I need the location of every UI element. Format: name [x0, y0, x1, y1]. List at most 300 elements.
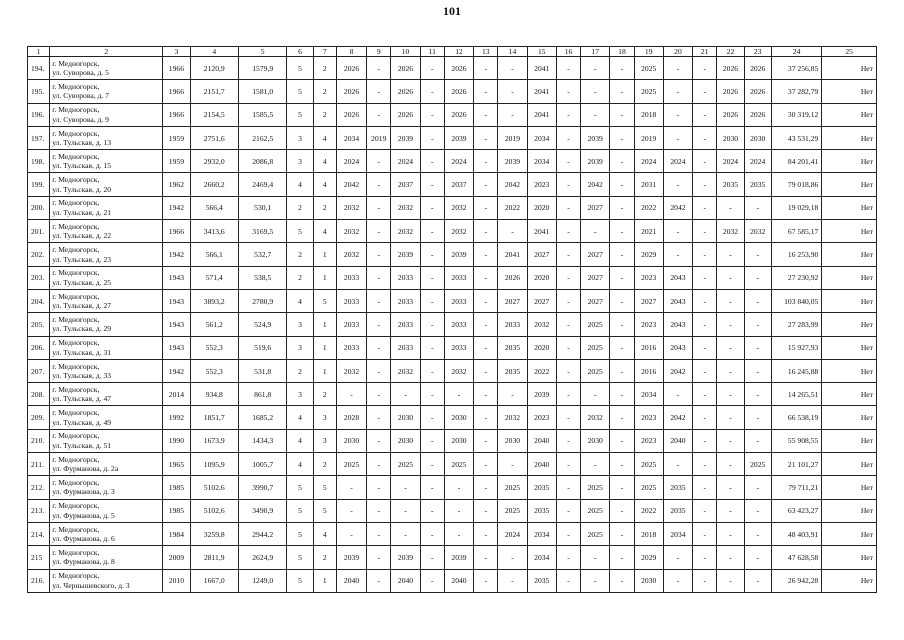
cell-col-20: 2042 [663, 359, 692, 382]
column-header-22: 22 [717, 47, 744, 57]
cell-col-9: - [367, 243, 391, 266]
cell-col-25: Нет [822, 220, 877, 243]
address-city: г. Медногорск, [52, 338, 100, 348]
address-street: ул. Тульская, д. 25 [52, 277, 112, 287]
address-city: г. Медногорск, [52, 477, 100, 487]
cell-col-9: - [367, 453, 391, 476]
cell-col-11: - [420, 499, 444, 522]
cell-col-15: 2034 [527, 522, 556, 545]
cell-col-4: 5102,6 [190, 476, 238, 499]
table-row [28, 546, 877, 569]
cell-col-22: - [717, 429, 744, 452]
cell-col-8: 2026 [336, 80, 366, 103]
cell-col-14: 2041 [498, 243, 527, 266]
cell-col-5: 2469,4 [238, 173, 286, 196]
cell-col-21: - [693, 313, 717, 336]
cell-col-16: - [556, 266, 580, 289]
address-cell [50, 546, 163, 569]
cell-col-8: - [336, 383, 366, 406]
cell-col-5: 1581,0 [238, 80, 286, 103]
address-cell [50, 243, 163, 266]
cell-col-24: 37 282,79 [771, 80, 821, 103]
table-row [28, 429, 877, 452]
cell-col-13: - [474, 80, 498, 103]
cell-col-13: - [474, 313, 498, 336]
cell-col-15: 2035 [527, 499, 556, 522]
cell-col-17: - [581, 569, 610, 592]
cell-col-5: 861,8 [238, 383, 286, 406]
cell-col-21: - [693, 499, 717, 522]
cell-col-13: - [474, 499, 498, 522]
cell-col-11: - [420, 57, 444, 80]
cell-col-7: 1 [313, 336, 336, 359]
row-number: 198. [28, 150, 50, 173]
cell-col-8: - [336, 476, 366, 499]
address-street: ул. Тульская, д. 29 [52, 324, 112, 334]
cell-col-11: - [420, 546, 444, 569]
cell-col-9: - [367, 57, 391, 80]
cell-col-3: 1959 [163, 126, 190, 149]
cell-col-20: - [663, 126, 692, 149]
cell-col-6: 2 [287, 266, 313, 289]
cell-col-25: Нет [822, 453, 877, 476]
cell-col-9: - [367, 499, 391, 522]
cell-col-18: - [610, 220, 634, 243]
table-row [28, 103, 877, 126]
cell-col-20: 2043 [663, 336, 692, 359]
cell-col-15: 2020 [527, 266, 556, 289]
cell-col-6: 4 [287, 429, 313, 452]
cell-col-9: - [367, 196, 391, 219]
cell-col-6: 5 [287, 80, 313, 103]
cell-col-11: - [420, 359, 444, 382]
cell-col-16: - [556, 569, 580, 592]
cell-col-8: - [336, 499, 366, 522]
cell-col-18: - [610, 453, 634, 476]
cell-col-8: 2034 [336, 126, 366, 149]
cell-col-23: 2030 [744, 126, 771, 149]
cell-col-16: - [556, 173, 580, 196]
row-number: 212. [28, 476, 50, 499]
cell-col-4: 2932,0 [190, 150, 238, 173]
cell-col-15: 2035 [527, 569, 556, 592]
cell-col-13: - [474, 476, 498, 499]
cell-col-19: 2025 [634, 80, 663, 103]
cell-col-11: - [420, 126, 444, 149]
cell-col-25: Нет [822, 359, 877, 382]
cell-col-15: 2034 [527, 126, 556, 149]
cell-col-16: - [556, 313, 580, 336]
cell-col-18: - [610, 313, 634, 336]
cell-col-5: 3169,5 [238, 220, 286, 243]
cell-col-18: - [610, 243, 634, 266]
cell-col-19: 2030 [634, 569, 663, 592]
cell-col-17: 2039 [581, 126, 610, 149]
cell-col-6: 4 [287, 289, 313, 312]
cell-col-25: Нет [822, 406, 877, 429]
column-header-18: 18 [610, 47, 634, 57]
cell-col-7: 5 [313, 289, 336, 312]
cell-col-15: 2020 [527, 196, 556, 219]
cell-col-14: 2035 [498, 359, 527, 382]
cell-col-23: - [744, 429, 771, 452]
cell-col-12: - [444, 383, 473, 406]
cell-col-9: - [367, 522, 391, 545]
cell-col-3: 1984 [163, 522, 190, 545]
cell-col-5: 1249,0 [238, 569, 286, 592]
table-row [28, 359, 877, 382]
cell-col-21: - [693, 522, 717, 545]
cell-col-13: - [474, 103, 498, 126]
cell-col-4: 1851,7 [190, 406, 238, 429]
cell-col-21: - [693, 476, 717, 499]
cell-col-11: - [420, 522, 444, 545]
cell-col-20: - [663, 57, 692, 80]
cell-col-11: - [420, 313, 444, 336]
cell-col-5: 1434,3 [238, 429, 286, 452]
cell-col-15: 2020 [527, 336, 556, 359]
cell-col-17: 2025 [581, 313, 610, 336]
cell-col-9: - [367, 336, 391, 359]
cell-col-14: 2042 [498, 173, 527, 196]
cell-col-22: 2024 [717, 150, 744, 173]
address-cell [50, 266, 163, 289]
address-city: г. Медногорск, [52, 408, 100, 418]
cell-col-18: - [610, 103, 634, 126]
cell-col-4: 5102,6 [190, 499, 238, 522]
cell-col-9: - [367, 476, 391, 499]
address-street: ул. Тульская, д. 20 [52, 184, 112, 194]
cell-col-18: - [610, 80, 634, 103]
cell-col-15: 2034 [527, 150, 556, 173]
cell-col-12: - [444, 476, 473, 499]
cell-col-5: 519,6 [238, 336, 286, 359]
cell-col-22: - [717, 569, 744, 592]
cell-col-9: - [367, 150, 391, 173]
cell-col-21: - [693, 546, 717, 569]
cell-col-5: 524,9 [238, 313, 286, 336]
cell-col-13: - [474, 57, 498, 80]
column-header-6: 6 [287, 47, 313, 57]
cell-col-22: - [717, 266, 744, 289]
cell-col-10: 2039 [391, 126, 420, 149]
cell-col-17: 2039 [581, 150, 610, 173]
cell-col-25: Нет [822, 289, 877, 312]
cell-col-23: - [744, 196, 771, 219]
cell-col-25: Нет [822, 150, 877, 173]
address-street: ул. Тульская, д. 33 [52, 371, 112, 380]
cell-col-17: 2025 [581, 359, 610, 382]
address-cell [50, 359, 163, 382]
address-city: г. Медногорск, [52, 245, 100, 255]
cell-col-22: - [717, 336, 744, 359]
cell-col-20: 2035 [663, 476, 692, 499]
cell-col-23: 2032 [744, 220, 771, 243]
column-header-4: 4 [190, 47, 238, 57]
cell-col-16: - [556, 80, 580, 103]
cell-col-4: 2751,6 [190, 126, 238, 149]
cell-col-19: 2022 [634, 499, 663, 522]
cell-col-13: - [474, 569, 498, 592]
cell-col-12: 2026 [444, 80, 473, 103]
cell-col-4: 3893,2 [190, 289, 238, 312]
cell-col-10: 2026 [391, 103, 420, 126]
cell-col-21: - [693, 150, 717, 173]
cell-col-14: 2030 [498, 429, 527, 452]
cell-col-20: 2042 [663, 406, 692, 429]
cell-col-16: - [556, 453, 580, 476]
cell-col-14: - [498, 383, 527, 406]
cell-col-11: - [420, 569, 444, 592]
cell-col-16: - [556, 383, 580, 406]
cell-col-13: - [474, 173, 498, 196]
cell-col-22: - [717, 522, 744, 545]
row-number: 199. [28, 173, 50, 196]
cell-col-3: 1965 [163, 453, 190, 476]
cell-col-17: - [581, 57, 610, 80]
cell-col-22: 2030 [717, 126, 744, 149]
cell-col-6: 3 [287, 126, 313, 149]
cell-col-5: 1685,2 [238, 406, 286, 429]
cell-col-17: 2027 [581, 289, 610, 312]
cell-col-10: - [391, 499, 420, 522]
cell-col-8: 2028 [336, 406, 366, 429]
cell-col-13: - [474, 196, 498, 219]
cell-col-25: Нет [822, 336, 877, 359]
cell-col-18: - [610, 569, 634, 592]
cell-col-21: - [693, 266, 717, 289]
table-row [28, 150, 877, 173]
cell-col-17: - [581, 220, 610, 243]
cell-col-18: - [610, 150, 634, 173]
cell-col-7: 4 [313, 173, 336, 196]
cell-col-19: 2029 [634, 243, 663, 266]
cell-col-8: 2039 [336, 546, 366, 569]
cell-col-6: 4 [287, 173, 313, 196]
cell-col-9: - [367, 359, 391, 382]
cell-col-13: - [474, 406, 498, 429]
cell-col-16: - [556, 359, 580, 382]
column-number-header-row [28, 47, 877, 57]
row-number: 203. [28, 266, 50, 289]
row-number: 202. [28, 243, 50, 266]
cell-col-22: - [717, 289, 744, 312]
cell-col-5: 2624,9 [238, 546, 286, 569]
address-cell [50, 383, 163, 406]
address-cell [50, 196, 163, 219]
cell-col-6: 2 [287, 243, 313, 266]
cell-col-5: 1005,7 [238, 453, 286, 476]
cell-col-6: 3 [287, 150, 313, 173]
cell-col-20: 2042 [663, 196, 692, 219]
cell-col-18: - [610, 546, 634, 569]
cell-col-8: 2025 [336, 453, 366, 476]
cell-col-21: - [693, 569, 717, 592]
cell-col-3: 1943 [163, 289, 190, 312]
cell-col-14: - [498, 569, 527, 592]
cell-col-20: - [663, 546, 692, 569]
cell-col-19: 2031 [634, 173, 663, 196]
cell-col-4: 2154,5 [190, 103, 238, 126]
cell-col-6: 5 [287, 546, 313, 569]
address-city: г. Медногорск, [52, 571, 100, 581]
cell-col-11: - [420, 80, 444, 103]
cell-col-17: 2025 [581, 476, 610, 499]
cell-col-12: 2030 [444, 406, 473, 429]
cell-col-4: 552,3 [190, 359, 238, 382]
cell-col-5: 2944,2 [238, 522, 286, 545]
column-header-1: 1 [28, 47, 50, 57]
cell-col-24: 27 230,92 [771, 266, 821, 289]
cell-col-16: - [556, 126, 580, 149]
cell-col-11: - [420, 429, 444, 452]
address-cell [50, 313, 163, 336]
cell-col-13: - [474, 150, 498, 173]
cell-col-18: - [610, 289, 634, 312]
address-street: ул. Чернышевского, д. 3 [52, 580, 130, 590]
cell-col-19: 2025 [634, 476, 663, 499]
row-number: 215 [28, 546, 50, 569]
cell-col-24: 79 018,86 [771, 173, 821, 196]
address-street: ул. Суворова, д. 5 [52, 68, 109, 78]
cell-col-23: - [744, 546, 771, 569]
cell-col-10: 2039 [391, 243, 420, 266]
cell-col-14: 2024 [498, 522, 527, 545]
address-cell [50, 173, 163, 196]
table-row [28, 406, 877, 429]
address-cell [50, 289, 163, 312]
cell-col-7: 2 [313, 383, 336, 406]
address-street: ул. Фурманова, д. 2а [52, 464, 119, 474]
column-header-2: 2 [50, 47, 163, 57]
cell-col-24: 84 201,41 [771, 150, 821, 173]
cell-col-6: 5 [287, 103, 313, 126]
cell-col-15: 2032 [527, 313, 556, 336]
cell-col-14: 2026 [498, 266, 527, 289]
address-cell [50, 103, 163, 126]
cell-col-7: 4 [313, 150, 336, 173]
cell-col-4: 3413,6 [190, 220, 238, 243]
column-header-10: 10 [391, 47, 420, 57]
table-row [28, 266, 877, 289]
cell-col-6: 3 [287, 383, 313, 406]
address-city: г. Медногорск, [52, 384, 100, 394]
cell-col-10: 2033 [391, 313, 420, 336]
cell-col-10: 2030 [391, 406, 420, 429]
cell-col-3: 2009 [163, 546, 190, 569]
cell-col-19: 2027 [634, 289, 663, 312]
cell-col-17: - [581, 103, 610, 126]
cell-col-20: 2040 [663, 429, 692, 452]
address-cell [50, 406, 163, 429]
row-number: 205. [28, 313, 50, 336]
cell-col-3: 1985 [163, 476, 190, 499]
cell-col-23: 2035 [744, 173, 771, 196]
cell-col-23: 2026 [744, 80, 771, 103]
cell-col-15: 2023 [527, 406, 556, 429]
cell-col-10: 2032 [391, 220, 420, 243]
cell-col-16: - [556, 150, 580, 173]
cell-col-23: 2026 [744, 57, 771, 80]
row-number: 211. [28, 453, 50, 476]
cell-col-13: - [474, 522, 498, 545]
cell-col-8: 2032 [336, 359, 366, 382]
cell-col-21: - [693, 80, 717, 103]
table-row [28, 383, 877, 406]
row-number: 200. [28, 196, 50, 219]
cell-col-14: 2035 [498, 336, 527, 359]
cell-col-11: - [420, 453, 444, 476]
cell-col-14: - [498, 80, 527, 103]
address-street: ул. Тульская, д. 23 [52, 254, 112, 264]
cell-col-24: 103 840,05 [771, 289, 821, 312]
cell-col-16: - [556, 429, 580, 452]
cell-col-16: - [556, 336, 580, 359]
cell-col-21: - [693, 173, 717, 196]
cell-col-6: 5 [287, 220, 313, 243]
cell-col-12: 2024 [444, 150, 473, 173]
cell-col-9: - [367, 266, 391, 289]
cell-col-3: 1943 [163, 313, 190, 336]
cell-col-4: 2151,7 [190, 80, 238, 103]
cell-col-21: - [693, 243, 717, 266]
cell-col-9: - [367, 429, 391, 452]
cell-col-4: 1095,9 [190, 453, 238, 476]
row-number: 201. [28, 220, 50, 243]
address-city: г. Медногорск, [52, 268, 100, 278]
cell-col-3: 1959 [163, 150, 190, 173]
cell-col-16: - [556, 57, 580, 80]
cell-col-23: - [744, 569, 771, 592]
cell-col-13: - [474, 336, 498, 359]
cell-col-16: - [556, 196, 580, 219]
cell-col-11: - [420, 220, 444, 243]
cell-col-3: 1942 [163, 196, 190, 219]
cell-col-15: 2023 [527, 173, 556, 196]
cell-col-24: 43 531,29 [771, 126, 821, 149]
address-street: ул. Фурманова, д. 6 [52, 534, 115, 544]
cell-col-17: 2027 [581, 196, 610, 219]
cell-col-8: 2024 [336, 150, 366, 173]
column-header-17: 17 [581, 47, 610, 57]
cell-col-5: 1585,5 [238, 103, 286, 126]
cell-col-20: - [663, 569, 692, 592]
cell-col-19: 2018 [634, 522, 663, 545]
cell-col-17: - [581, 546, 610, 569]
cell-col-25: Нет [822, 80, 877, 103]
cell-col-3: 1966 [163, 220, 190, 243]
cell-col-9: - [367, 383, 391, 406]
cell-col-17: 2030 [581, 429, 610, 452]
column-header-19: 19 [634, 47, 663, 57]
cell-col-12: 2039 [444, 546, 473, 569]
cell-col-25: Нет [822, 57, 877, 80]
table-row [28, 522, 877, 545]
cell-col-18: - [610, 336, 634, 359]
address-street: ул. Тульская, д. 21 [52, 207, 112, 217]
column-header-7: 7 [313, 47, 336, 57]
cell-col-24: 47 628,58 [771, 546, 821, 569]
cell-col-19: 2023 [634, 429, 663, 452]
cell-col-10: 2037 [391, 173, 420, 196]
cell-col-4: 571,4 [190, 266, 238, 289]
cell-col-23: - [744, 313, 771, 336]
cell-col-12: 2025 [444, 453, 473, 476]
cell-col-4: 3259,8 [190, 522, 238, 545]
cell-col-20: - [663, 80, 692, 103]
cell-col-3: 1992 [163, 406, 190, 429]
cell-col-4: 1673,9 [190, 429, 238, 452]
